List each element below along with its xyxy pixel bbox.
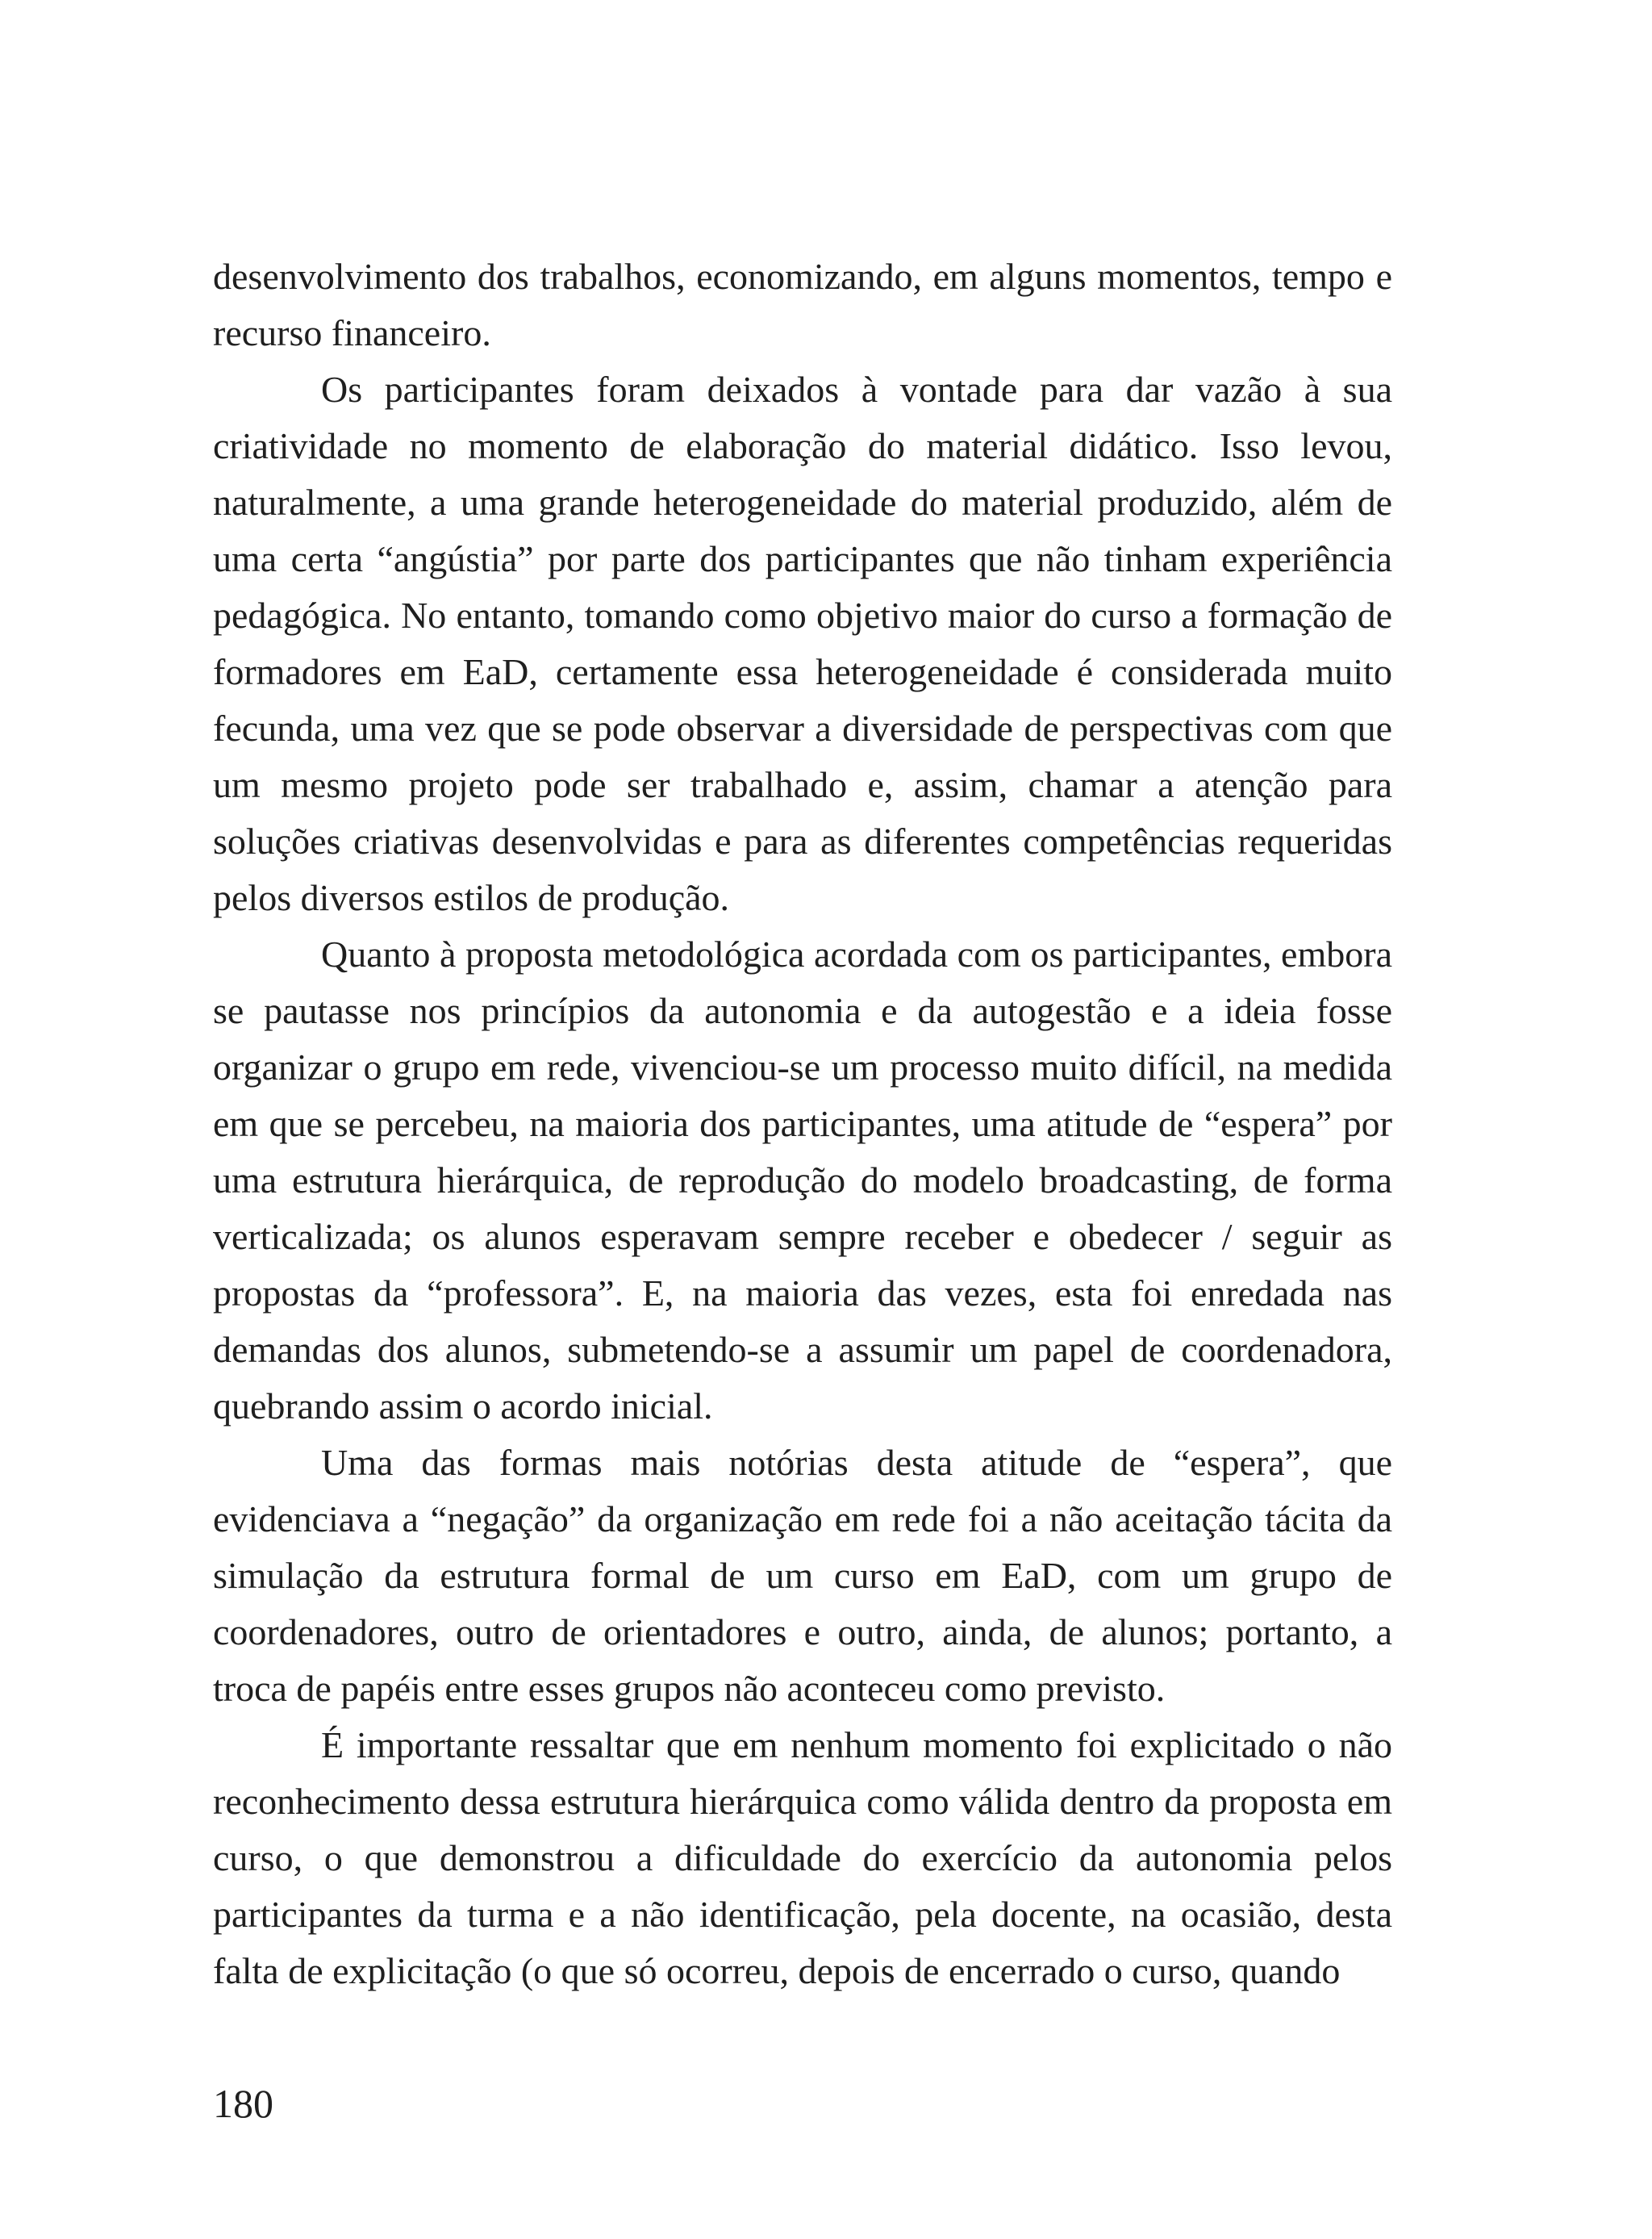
page-number: 180 [213,2081,273,2126]
paragraph-methodology: Quanto à proposta metodológica acordada com os participantes, embora se pautasse nos princípios da autonomia e da autogestão e a ideia fosse organizar o grupo em rede, vivenciou-se um processo muito difícil, na medida em que se percebeu, na maioria dos participantes, uma atitude de “espera” por uma estrutura hierárquica, de reprodução do modelo broadcasting, de forma verticalizada; os alunos esperavam sempre receber e obedecer / seguir as propostas da “professora”. E, na maioria das vezes, esta foi enredada nas demandas dos alunos, submetendo-se a assumir um papel de coordenadora, quebrando assim o acordo inicial. [213,934,1392,1427]
paragraph-continuation: desenvolvimento dos trabalhos, economizando, em alguns momentos, tempo e recurso financeiro. [213,256,1392,353]
paragraph-waiting-attitude: Uma das formas mais notórias desta atitude de “espera”, que evidenciava a “negação” da organização em rede foi a não aceitação tácita da simulação da estrutura formal de um curso em EaD, com um grupo de coordenadores, outro de orientadores e outro, ainda, de alunos; portanto, a troca de papéis entre esses grupos não aconteceu como previsto. [213,1442,1392,1709]
paragraph-creativity: Os participantes foram deixados à vontade para dar vazão à sua criatividade no momento de elaboração do material didático. Isso levou, naturalmente, a uma grande heterogeneidade do material produzido, além de uma certa “angústia” por parte dos participantes que não tinham experiência pedagógica. No entanto, tomando como objetivo maior do curso a formação de formadores em EaD, certamente essa heterogeneidade é considerada muito fecunda, uma vez que se pode observar a diversidade de perspectivas com que um mesmo projeto pode ser trabalhado e, assim, chamar a atenção para soluções criativas desenvolvidas e para as diferentes competências requeridas pelos diversos estilos de produção. [213,369,1392,918]
body-text [213,249,1392,1999]
paragraph-hierarchy: É importante ressaltar que em nenhum momento foi explicitado o não reconhecimento dessa estrutura hierárquica como válida dentro da proposta em curso, o que demonstrou a dificuldade do exercício da autonomia pelos participantes da turma e a não identificação, pela docente, na ocasião, desta falta de explicitação (o que só ocorreu, depois de encerrado o curso, quando [213,1724,1392,1991]
